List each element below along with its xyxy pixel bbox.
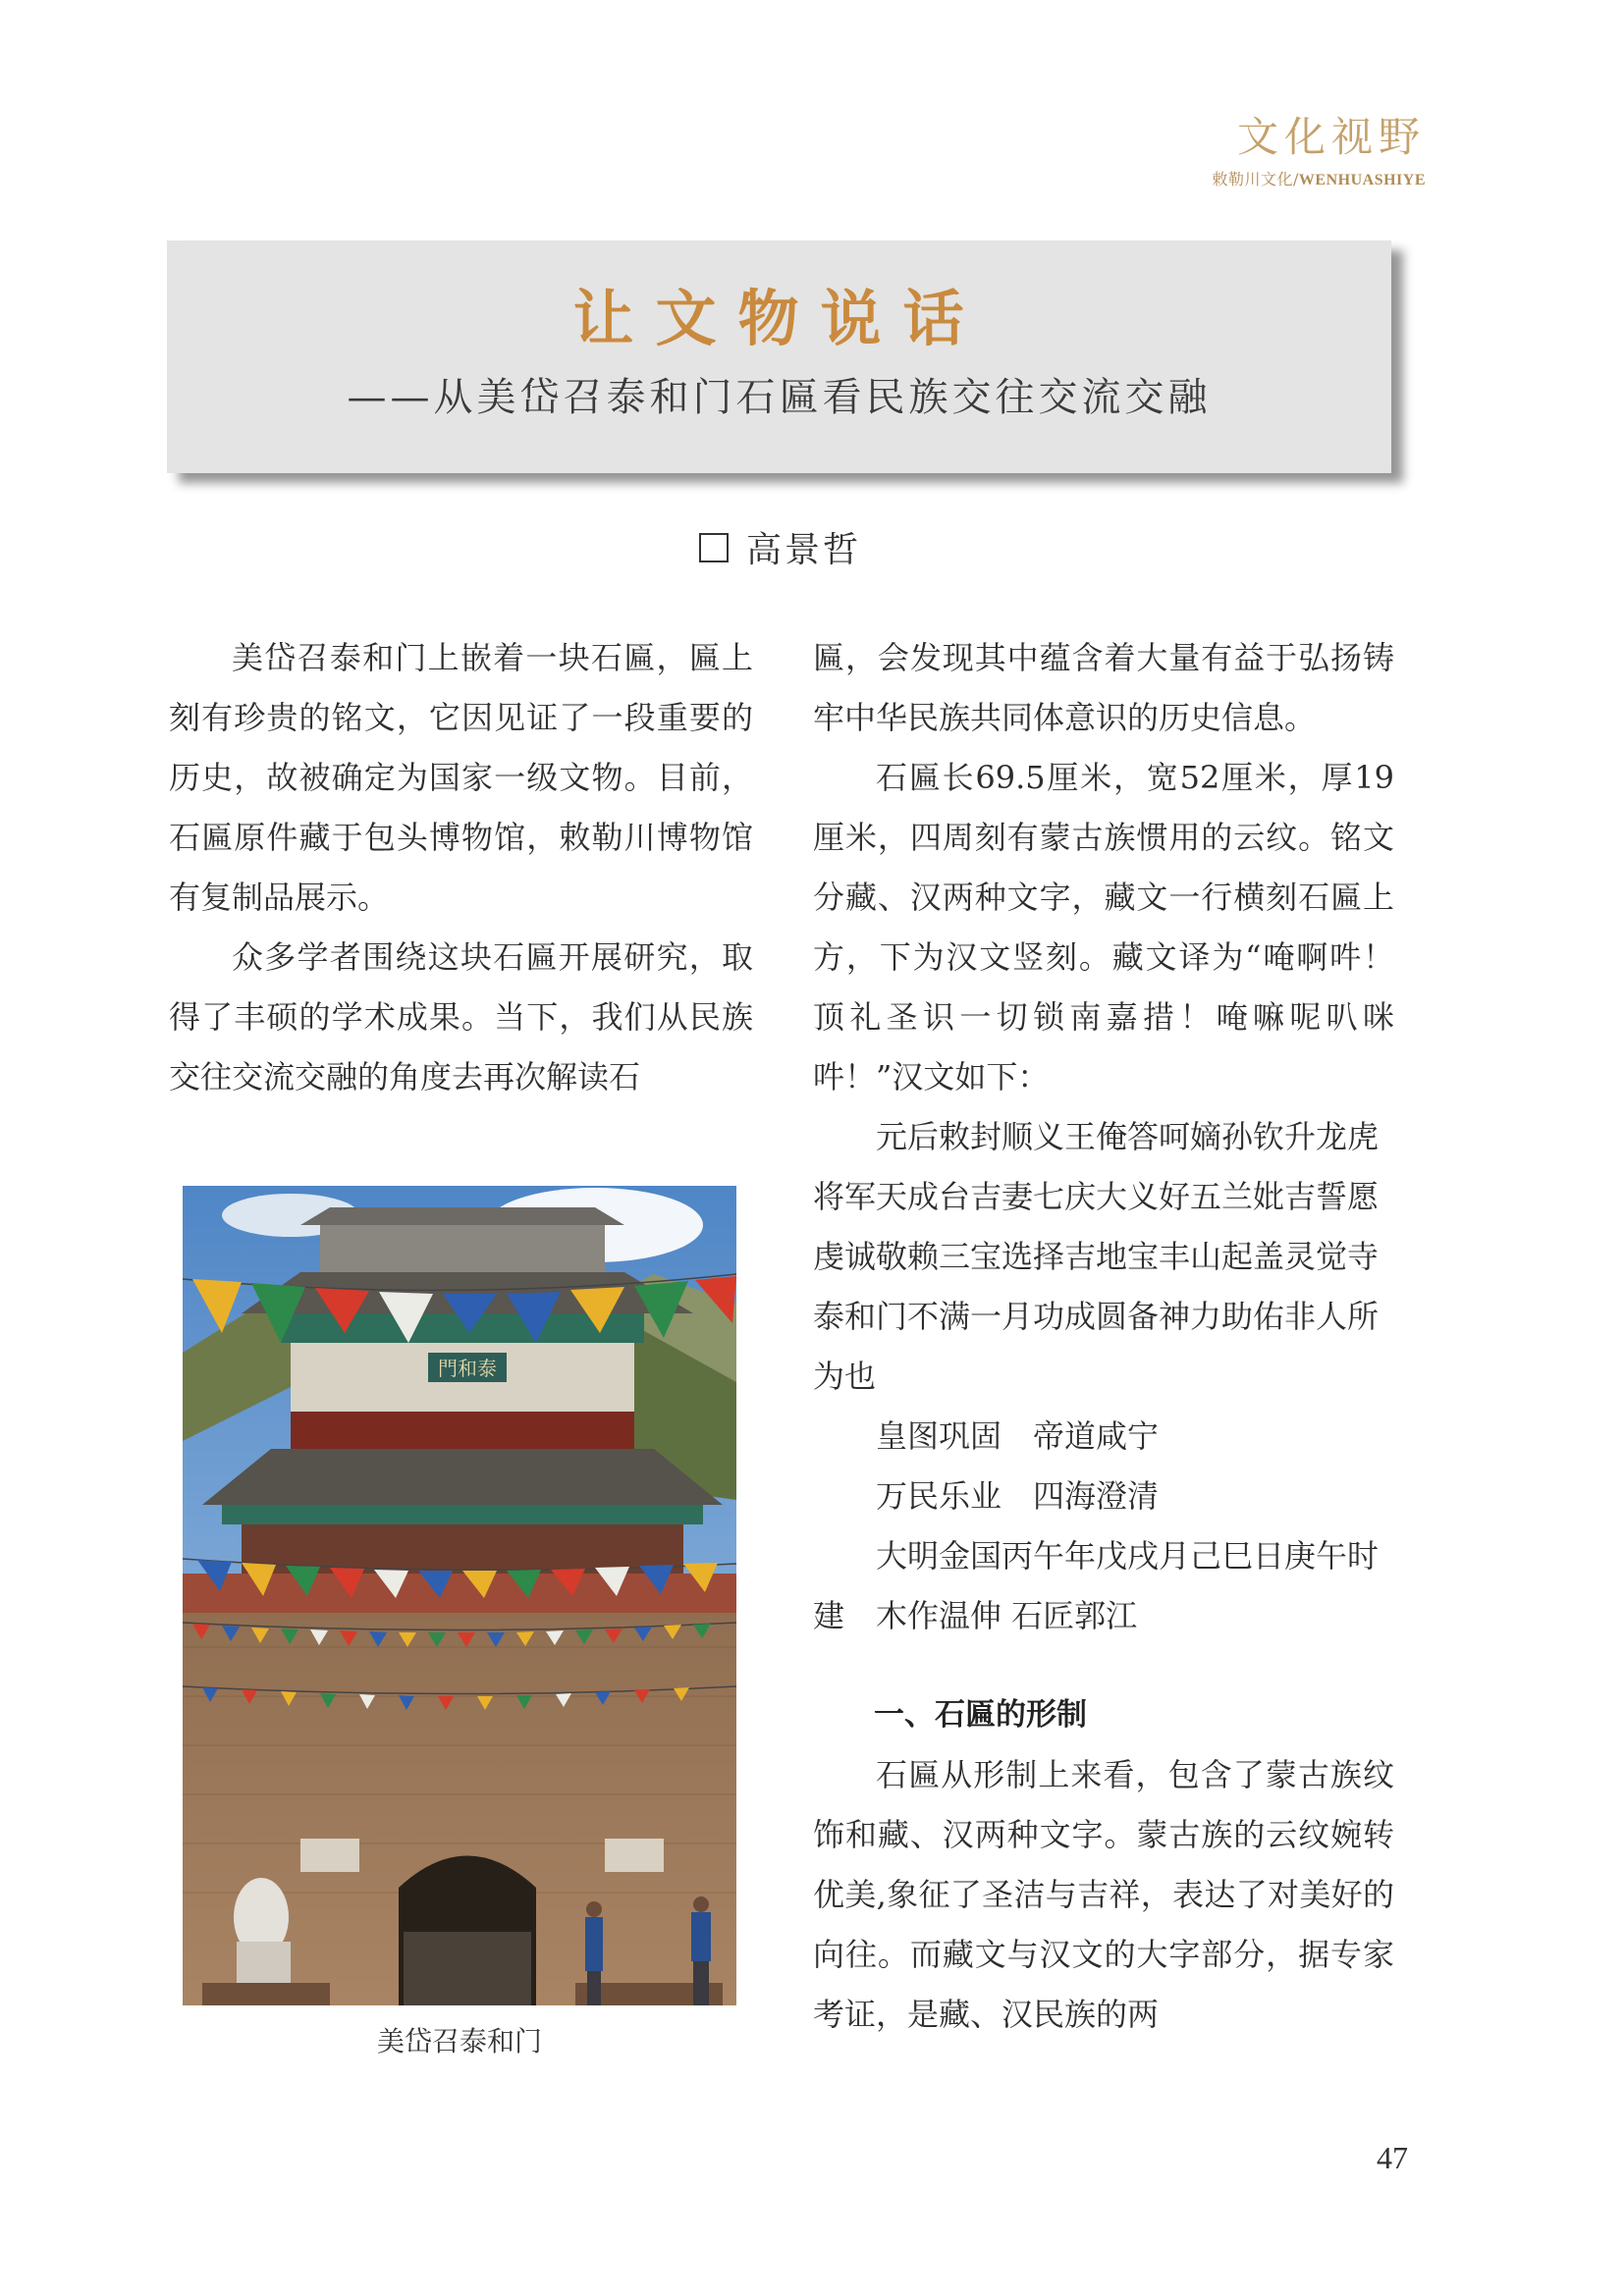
section-heading: 一、石匾的形制 — [874, 1697, 1087, 1733]
plaque-text: 門和泰 — [438, 1357, 497, 1380]
inscription-text: 皇图巩固 帝道咸宁 — [876, 1417, 1160, 1455]
paragraph: 美岱召泰和门上嵌着一块石匾，匾上刻有珍贵的铭文，它因见证了一段重要的历史，故被确定为国家一级文物。目前，石匾原件藏于包头博物馆，敕勒川博物馆有复制品展示。 — [169, 639, 753, 916]
section-title: 文化视野 — [1236, 113, 1426, 161]
photo-caption: 美岱召泰和门 — [376, 2025, 542, 2057]
section-subtitle-cn: 敕勒川文化/ — [1212, 170, 1299, 188]
author-box-icon — [699, 533, 729, 562]
section-header — [1213, 110, 1426, 189]
section-subtitle — [1213, 167, 1426, 189]
gate-photo — [183, 1186, 736, 2005]
right-column — [813, 628, 1394, 2045]
article-subtitle: ——从美岱召泰和门石匾看民族交往交流交融 — [347, 375, 1212, 420]
author-name: 高景哲 — [746, 530, 862, 570]
inscription-text: 大明金国丙午年戊戌月己巳日庚午时建 木作温伸 石匠郭江 — [813, 1537, 1380, 1634]
author-line — [699, 522, 861, 572]
paragraph: 石匾从形制上来看，包含了蒙古族纹饰和藏、汉两种文字。蒙古族的云纹婉转优美,象征了圣洁与吉祥，表达了对美好的向往。而藏文与汉文的大字部分，据专家考证，是藏、汉民族的两 — [813, 1756, 1394, 2033]
section-subtitle-en: WENHUASHIYE — [1298, 172, 1426, 188]
inscription-text: 元后敕封顺义王俺答呵嫡孙钦升龙虎将军天成台吉妻七庆大义好五兰妣吉誓愿虔诚敬赖三宝选择吉地宝丰山起盖灵觉寺泰和门不满一月功成圆备神力助佑非人所为也 — [813, 1118, 1380, 1395]
article-title: 让文物说话 — [572, 283, 986, 354]
paragraph: 石匾长69.5厘米，宽52厘米，厚19厘米，四周刻有蒙古族惯用的云纹。铭文分藏、汉两种文字，藏文一行横刻石匾上方，下为汉文竖刻。藏文译为“唵啊吽！顶礼圣识一切锁南嘉措！唵嘛呢叭咪吽！”汉文如下： — [813, 759, 1394, 1095]
spacer — [813, 1646, 1394, 1685]
paragraph: 匾，会发现其中蕴含着大量有益于弘扬铸牢中华民族共同体意识的历史信息。 — [813, 639, 1394, 736]
inscription-text: 万民乐业 四海澄清 — [876, 1477, 1160, 1515]
title-box — [167, 240, 1391, 473]
left-column — [169, 628, 753, 1107]
page-number: 47 — [1377, 2140, 1408, 2175]
paragraph: 众多学者围绕这块石匾开展研究，取得了丰硕的学术成果。当下，我们从民族交往交流交融的角度去再次解读石 — [169, 938, 753, 1095]
